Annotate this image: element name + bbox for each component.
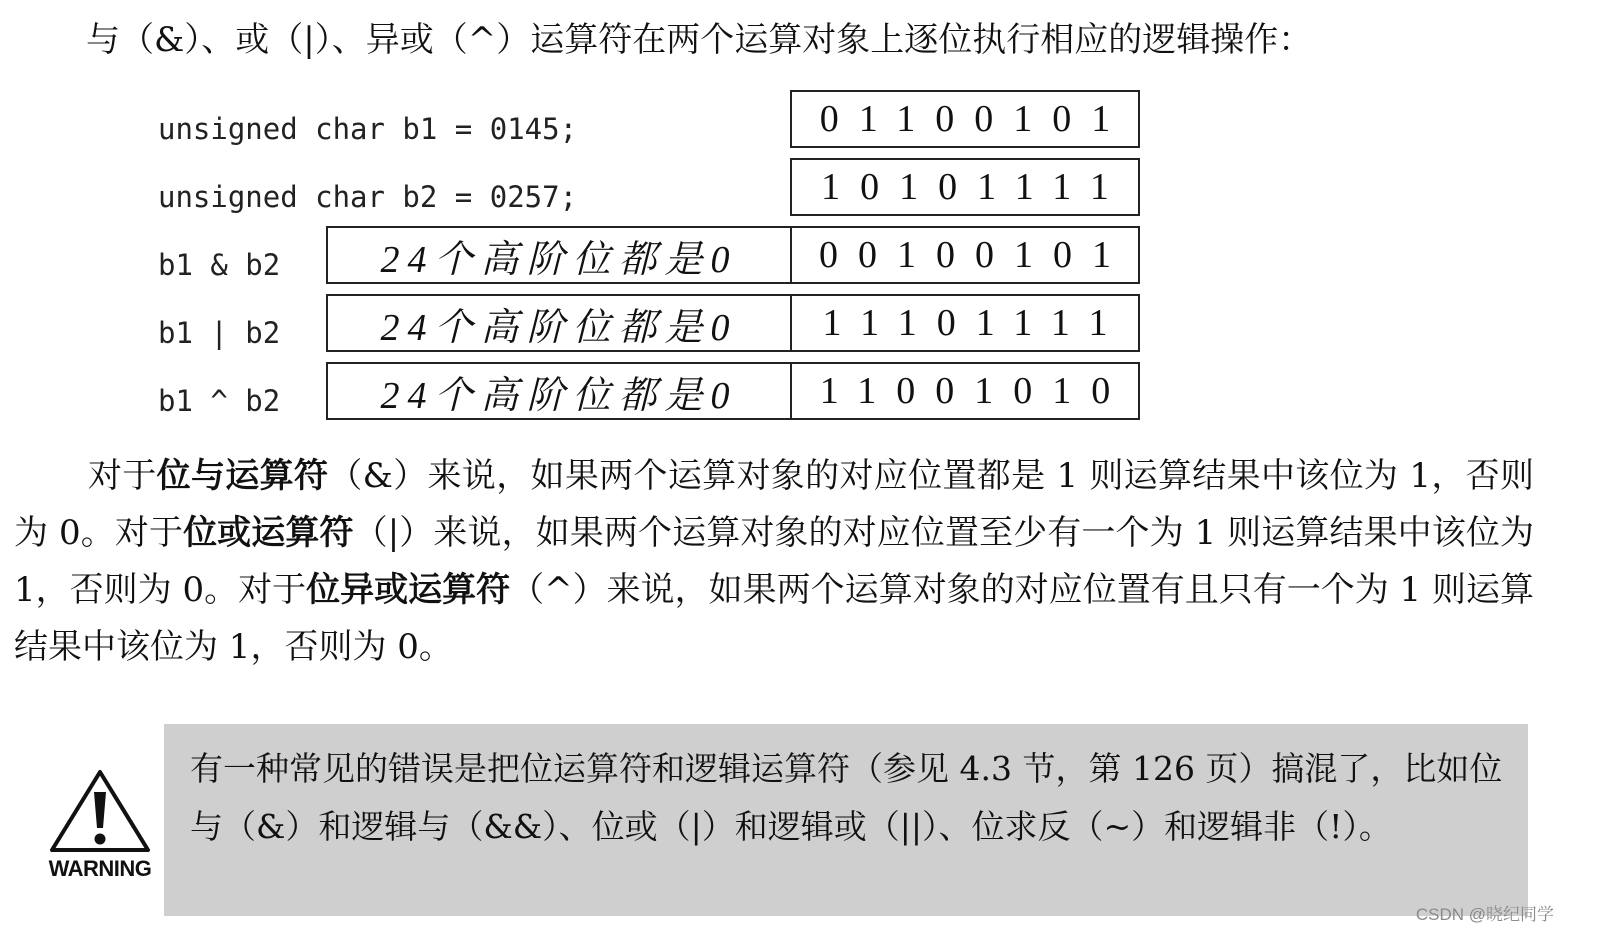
code-line-b2: unsigned char b2 = 0257;: [158, 180, 578, 214]
watermark: CSDN @晓纪同学: [1415, 905, 1554, 924]
warning-label: WARNING: [48, 856, 152, 881]
bits-box-b1: [790, 90, 1140, 148]
high-bits-box-and: [326, 226, 792, 284]
high-bits-box-or: [326, 294, 792, 352]
warning-box-text: 有一种常见的错误是把位运算符和逻辑运算符（参见 4.3 节，第 126 页）搞混了，比如位与（&）和逻辑与（&&）、位或（|）和逻辑或（||）、位求反（~）和逻辑非（!）。: [164, 724, 1528, 916]
bits-value: 11001010: [819, 370, 1131, 412]
bits-value: 00100101: [819, 234, 1131, 276]
code-line-or: b1 | b2: [158, 316, 281, 350]
bitwise-and-term: 位与运算符: [156, 456, 329, 496]
text-segment: （^）来说，如果两个运算对象的对应位置有且只有一个为 1 则运算结果中该位为 1，否则为 0。: [14, 570, 1535, 667]
explanation-paragraph: [14, 448, 1534, 676]
bits-box-and: [790, 226, 1140, 284]
high-bits-label: 24个高阶位都是0: [380, 306, 738, 349]
bitwise-xor-term: 位异或运算符: [306, 570, 511, 610]
high-bits-label: 24个高阶位都是0: [380, 238, 738, 281]
bitwise-or-term: 位或运算符: [183, 513, 354, 553]
code-line-b1: unsigned char b1 = 0145;: [158, 112, 578, 146]
high-bits-box-xor: [326, 362, 792, 420]
bits-value: 01100101: [819, 98, 1131, 140]
bits-box-xor: [790, 362, 1140, 420]
bits-box-b2: [790, 158, 1140, 216]
bits-value: 11101111: [822, 302, 1128, 344]
text-segment: （|）来说，如果两个运算对象的对应位置至少有一个为 1 则运算结果中该位为 1，否则为 0。对于: [14, 513, 1534, 610]
text-segment: 对于: [88, 456, 157, 496]
high-bits-label: 24个高阶位都是0: [380, 374, 738, 417]
text-segment: （&）来说，如果两个运算对象的对应位置都是 1 则运算结果中该位为 1，否则为 0。对于: [14, 456, 1535, 553]
code-line-xor: b1 ^ b2: [158, 384, 281, 418]
code-line-and: b1 & b2: [158, 248, 281, 282]
intro-sentence: 与（&）、或（|）、异或（^）运算符在两个运算对象上逐位执行相应的逻辑操作：: [86, 20, 1313, 60]
bits-box-or: [790, 294, 1140, 352]
bits-value: 10101111: [821, 166, 1129, 208]
